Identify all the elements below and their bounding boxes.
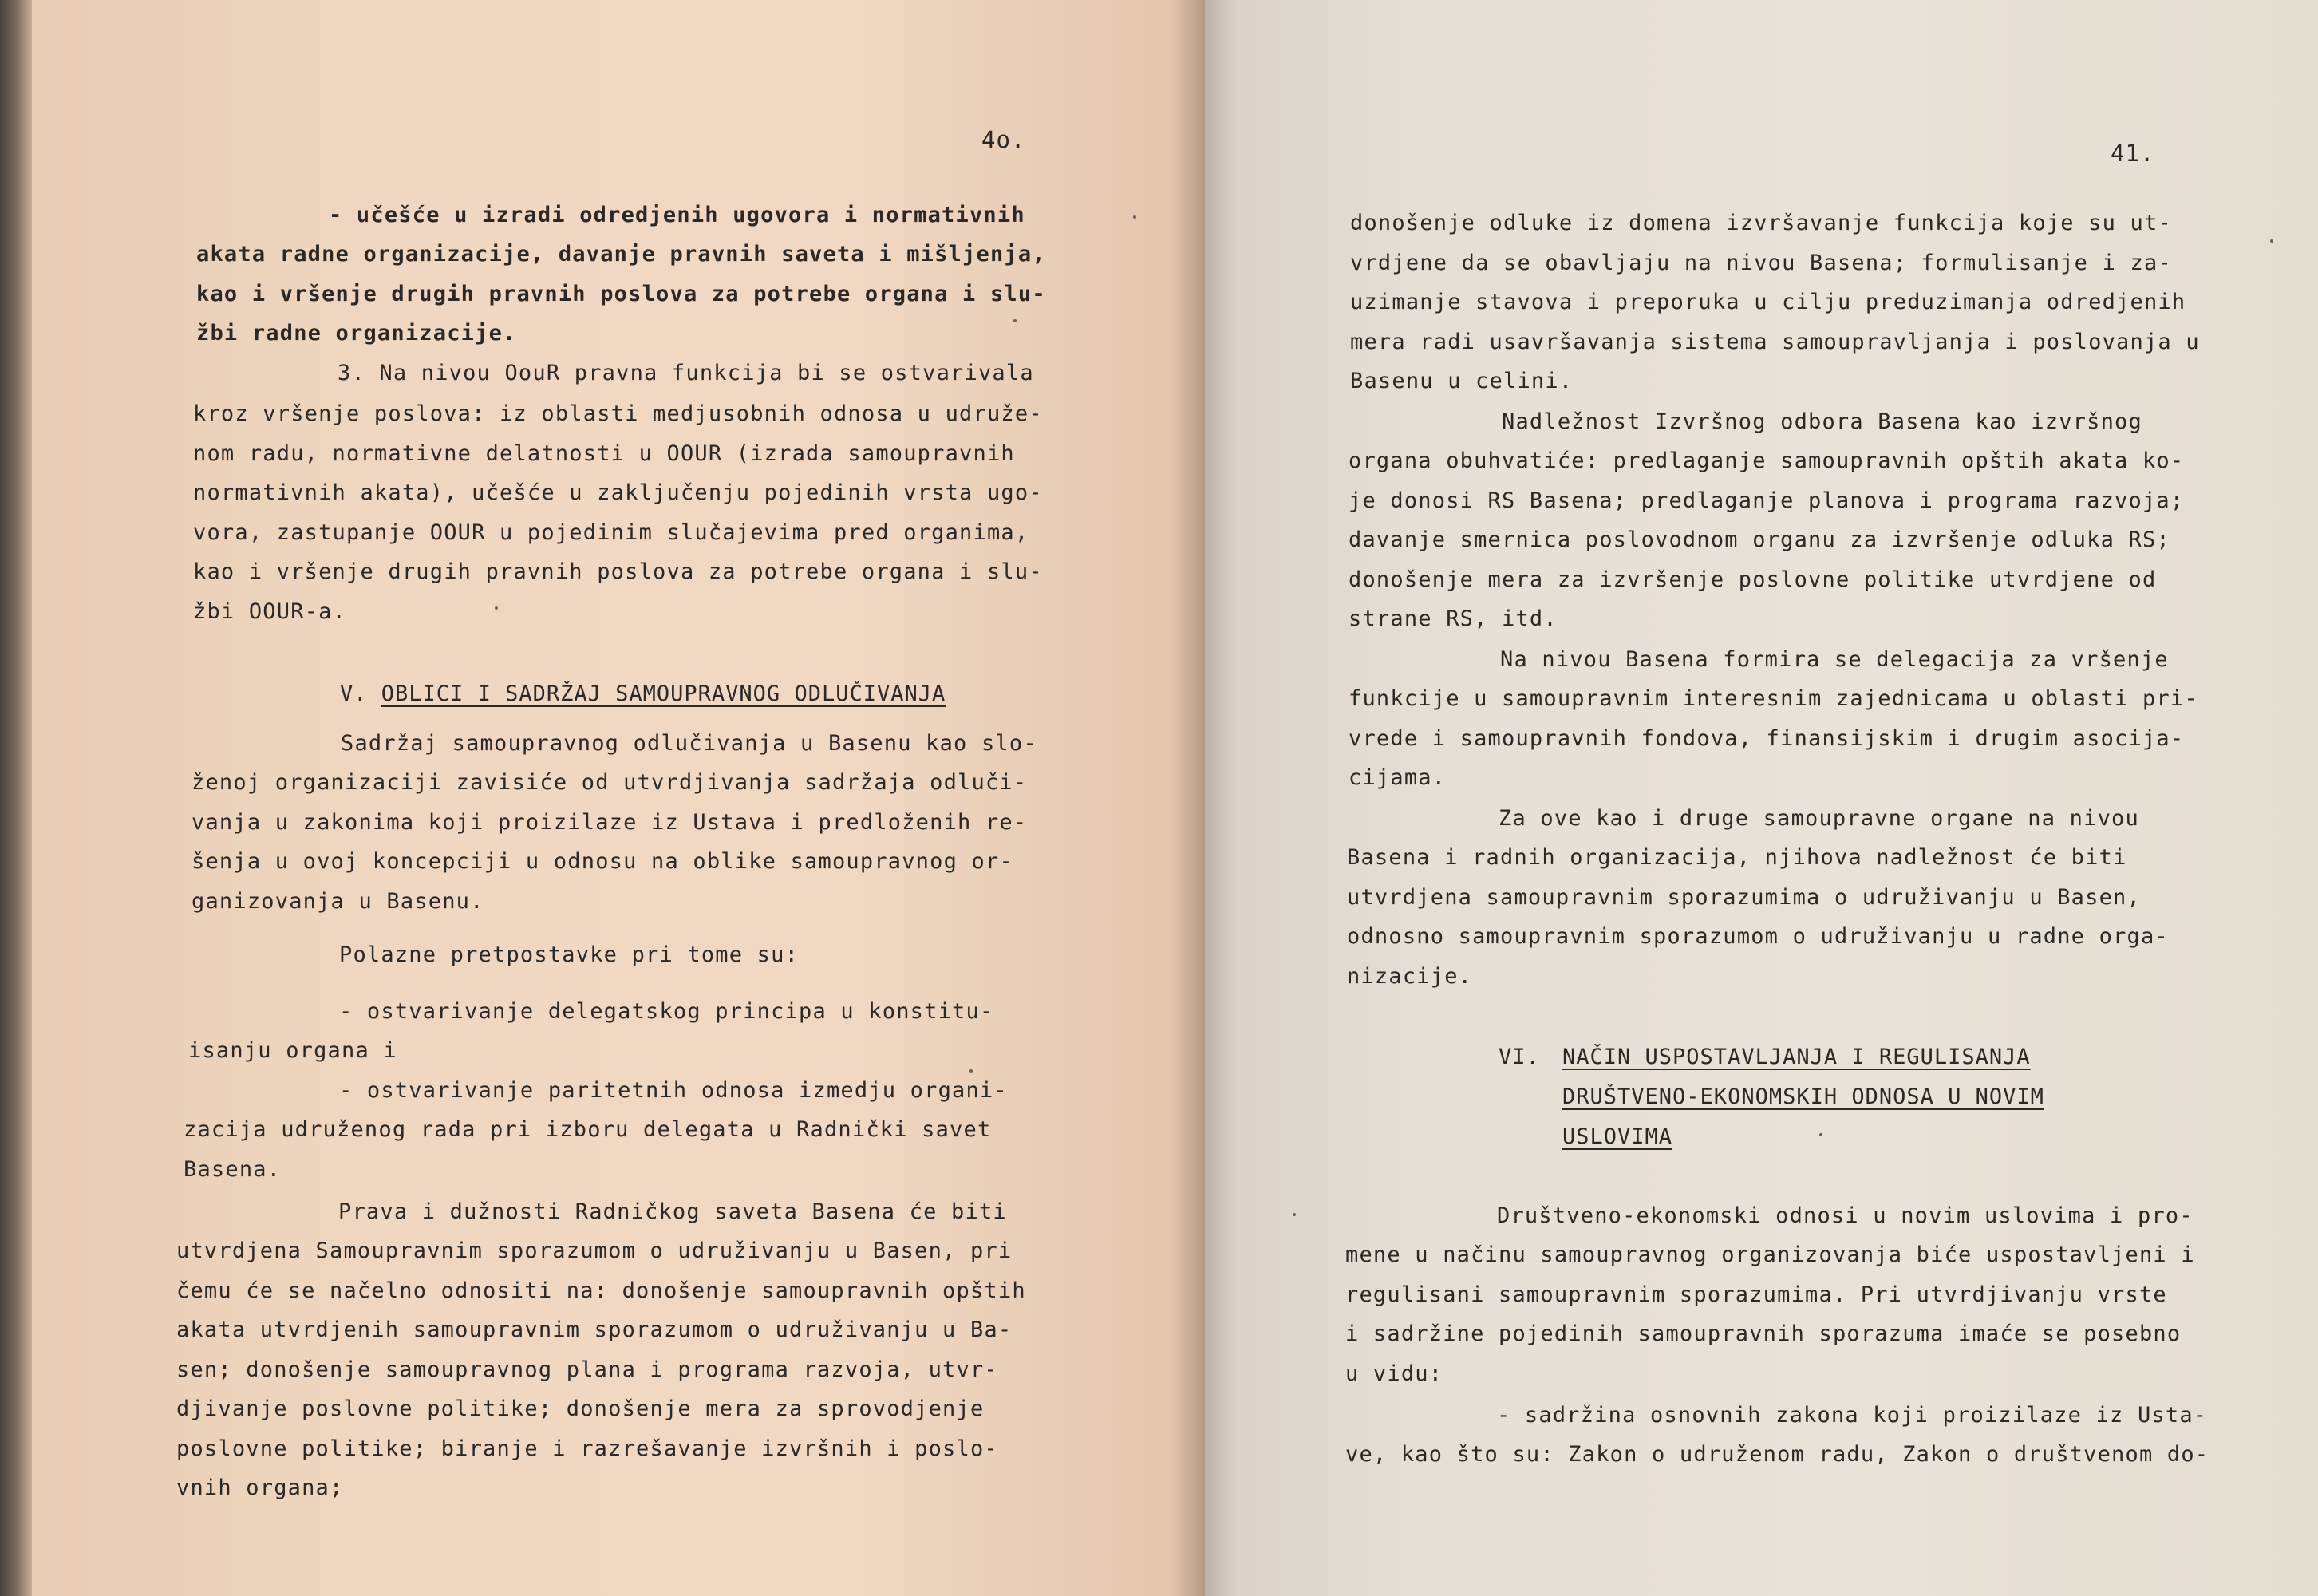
text-line: nizacije.	[1347, 963, 1473, 989]
text-line: donošenje mera za izvršenje poslovne politike utvrdjene od	[1349, 567, 2157, 592]
paper-speck	[969, 1069, 973, 1073]
text-line: i sadržine pojedinih samoupravnih sporazuma imaće se posebno	[1345, 1321, 2182, 1346]
heading-text: USLOVIMA	[1562, 1124, 1673, 1149]
text-line: u vidu:	[1345, 1361, 1443, 1386]
text-line: Polazne pretpostavke pri tome su:	[339, 942, 800, 967]
paragraph	[1345, 1235, 2195, 1393]
text-line: kao i vršenje drugih pravnih poslova za potrebe organa i slu-	[193, 559, 1043, 584]
paragraph	[338, 354, 1034, 393]
text-line: poslovne politike; biranje i razrešavanje izvršnih i poslo-	[176, 1436, 998, 1461]
heading-text: DRUŠTVENO-EKONOMSKIH ODNOSA U NOVIM	[1562, 1084, 2044, 1109]
text-line: Nadležnost Izvršnog odbora Basena kao izvršnog	[1502, 409, 2142, 434]
text-line: šenja u ovoj koncepciji u odnosu na oblike samoupravnog or-	[192, 849, 1013, 874]
paragraph	[184, 1110, 991, 1189]
text-line: - ostvarivanje delegatskog principa u konstitu-	[339, 999, 994, 1024]
text-line: djivanje poslovne politike; donošenje mera za sprovodjenje	[176, 1396, 985, 1421]
paper-speck	[1819, 1133, 1822, 1136]
paragraph	[338, 1192, 1007, 1232]
text-line: nom radu, normativne delatnosti u OOUR (izrada samoupravnih	[193, 440, 1015, 466]
text-line: davanje smernica poslovodnom organu za izvršenje odluka RS;	[1349, 527, 2170, 552]
paragraph	[176, 1231, 1026, 1508]
text-line: Basena i radnih organizacija, njihova nadležnost će biti	[1347, 845, 2127, 870]
text-line: organa obuhvatiće: predlaganje samoupravnih opštih akata ko-	[1349, 448, 2185, 473]
heading-number: VI.	[1499, 1045, 1540, 1069]
paragraph	[1347, 838, 2169, 996]
text-line: zacija udruženog rada pri izboru delegata u Radnički savet	[184, 1117, 992, 1142]
paragraph	[196, 235, 1046, 354]
heading-text: NAČIN USPOSTAVLJANJA I REGULISANJA	[1562, 1045, 2031, 1069]
text-line: ženoj organizaciji zavisiće od utvrdjivanja sadržaja odluči-	[192, 770, 1028, 795]
text-line: Basena.	[184, 1156, 282, 1182]
paper-speck	[495, 606, 498, 610]
heading-text: OBLICI I SADRŽAJ SAMOUPRAVNOG ODLUČIVANJA	[381, 681, 946, 706]
paragraph	[188, 1031, 397, 1071]
paper-speck	[1133, 215, 1136, 219]
paragraph	[1349, 679, 2198, 798]
text-line: vrdjene da se obavljaju na nivou Basena; formulisanje i za-	[1350, 250, 2172, 275]
right-page	[1205, 0, 2318, 1596]
text-line: uzimanje stavova i preporuka u cilju preduzimanja odredjenih	[1350, 290, 2186, 314]
paragraph	[339, 992, 993, 1032]
text-line: čemu će se načelno odnositi na: donošenje samoupravnih opštih	[176, 1278, 1026, 1303]
text-line: žbi OOUR-a.	[193, 598, 347, 624]
paragraph	[1350, 203, 2200, 401]
text-line: utvrdjena Samoupravnim sporazumom o udruživanju u Basen, pri	[176, 1238, 1013, 1263]
heading-number: V.	[340, 681, 368, 706]
text-line: normativnih akata), učešće u zaključenju pojedinih vrsta ugo-	[193, 480, 1043, 505]
text-line: Na nivou Basena formira se delegacija za vršenje	[1500, 647, 2169, 672]
text-line: akata radne organizacije, davanje pravnih saveta i mišljenja,	[196, 242, 1046, 267]
paragraph	[193, 394, 1043, 631]
text-line: odnosno samoupravnim sporazumom o udruživanju u radne orga-	[1347, 924, 2169, 949]
text-line: je donosi RS Basena; predlaganje planova i programa razvoja;	[1349, 488, 2185, 513]
text-line: Za ove kao i druge samoupravne organe na nivou	[1499, 806, 2139, 831]
text-line: ve, kao što su: Zakon o udruženom radu, Zakon o društvenom do-	[1345, 1442, 2209, 1467]
paragraph	[329, 196, 1025, 235]
page-number: 41.	[2111, 140, 2155, 167]
left-page	[32, 0, 1205, 1596]
paragraph	[339, 1071, 1008, 1111]
text-line: strane RS, itd.	[1349, 606, 1558, 631]
text-line: akata utvrdjenih samoupravnim sporazumom o udruživanju u Ba-	[176, 1317, 1013, 1342]
paragraph	[1349, 441, 2184, 639]
paragraph	[1345, 1435, 2209, 1475]
text-line: vanja u zakonima koji proizilaze iz Ustava i predloženih re-	[192, 809, 1028, 835]
paragraph	[341, 724, 1037, 764]
text-line: isanju organa i	[188, 1038, 397, 1063]
text-line: mene u načinu samoupravnog organizovanja biće uspostavljeni i	[1345, 1242, 2195, 1267]
text-line: Društveno-ekonomski odnosi u novim uslovima i pro-	[1497, 1203, 2194, 1228]
paper-speck	[1293, 1213, 1296, 1216]
text-line: - sadržina osnovnih zakona koji proizilaze iz Usta-	[1497, 1403, 2208, 1428]
text-line: vrede i samoupravnih fondova, finansijskim i drugim asocija-	[1349, 725, 2185, 751]
text-line: mera radi usavršavanja sistema samoupravljanja i poslovanja u	[1350, 329, 2200, 354]
page-number: 4o.	[981, 126, 1026, 153]
text-line: regulisani samoupravnim sporazumima. Pri utvrdjivanju vrste	[1345, 1282, 2167, 1307]
paragraph	[339, 935, 799, 975]
text-line: donošenje odluke iz domena izvršavanje funkcija koje su ut-	[1350, 211, 2172, 235]
paragraph	[1499, 799, 2139, 839]
text-line: vnih organa;	[176, 1476, 344, 1500]
text-line: - učešće u izradi odredjenih ugovora i normativnih	[329, 203, 1025, 227]
paper-speck	[1013, 319, 1017, 322]
text-line: ganizovanja u Basenu.	[192, 888, 484, 914]
text-line: Prava i dužnosti Radničkog saveta Basena će biti	[338, 1199, 1007, 1224]
text-line: kroz vršenje poslova: iz oblasti medjusobnih odnosa u udruže-	[193, 401, 1043, 426]
text-line: kao i vršenje drugih pravnih poslova za potrebe organa i slu-	[196, 281, 1046, 306]
text-line: Sadržaj samoupravnog odlučivanja u Basenu kao slo-	[341, 731, 1037, 756]
paper-speck	[2270, 239, 2273, 243]
book-edge	[0, 0, 32, 1596]
text-line: funkcije u samoupravnim interesnim zajednicama u oblasti pri-	[1349, 686, 2198, 711]
paragraph	[1497, 1396, 2207, 1436]
text-line: sen; donošenje samoupravnog plana i programa razvoja, utvr-	[176, 1357, 998, 1382]
paragraph	[192, 763, 1027, 921]
paragraph	[1500, 640, 2169, 680]
text-line: žbi radne organizacije.	[196, 321, 517, 346]
text-line: utvrdjena samoupravnim sporazumima o udruživanju u Basen,	[1347, 884, 2141, 910]
text-line: Basenu u celini.	[1350, 369, 1574, 393]
text-line: 3. Na nivou OouR pravna funkcija bi se ostvarivala	[338, 361, 1034, 385]
paragraph	[1497, 1196, 2194, 1236]
text-line: cijama.	[1349, 765, 1447, 790]
paragraph	[1502, 402, 2142, 442]
text-line: vora, zastupanje OOUR u pojedinim slučajevima pred organima,	[193, 519, 1029, 545]
text-line: - ostvarivanje paritetnih odnosa izmedju organi-	[339, 1078, 1008, 1103]
section-heading	[340, 674, 946, 714]
